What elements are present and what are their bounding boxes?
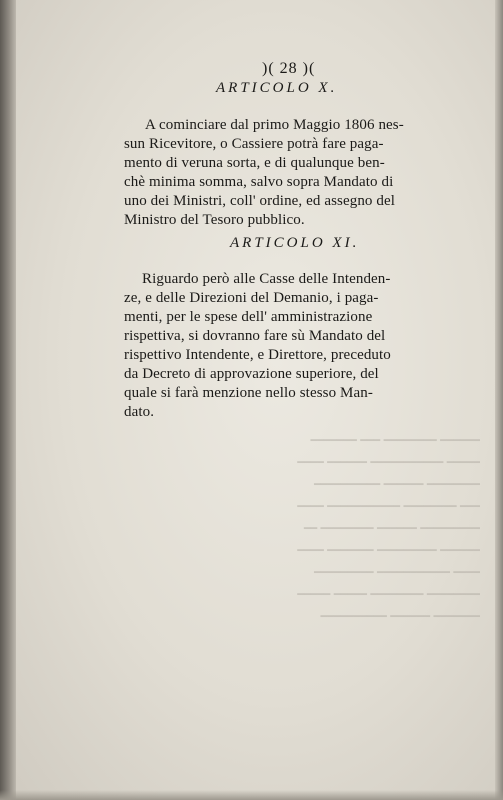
article-xi-line: rispettivo Intendente, e Direttore, preceduto bbox=[124, 347, 391, 363]
article-xi-line: da Decreto di approvazione superiore, del bbox=[124, 366, 379, 382]
article-x-line: A cominciare dal primo Maggio 1806 nes- bbox=[145, 117, 404, 133]
article-x-line: chè minima somma, salvo sopra Mandato di bbox=[124, 174, 394, 190]
reverse-side-bleed-through: ━━━━━━ ━━━━━━━━ ━━━ ━━━━━━━ ━━━━━ ━━━━━━━━━━━ ━━━━━━ ━━━━ ━━━━━━━━ ━━━━━━ ━━━━━━━━━━ ━━━ ━━━━━━━━ ━━━━━━━━━━━ ━━━━ ━━━━━━━━━ ━━━━━━ ━━━━━━━━ ━━ ━━━━━━ ━━━━━━━━━ ━━━━━━━ ━━━━ ━━━━ ━━━━━━━━━━━ ━━━━━━━━━ ━━━━━━━━ ━━━━━━━━ ━━━━━ ━━━━━ ━━━━━━━ ━━━━━━ ━━━━━━━━━━ bbox=[297, 434, 480, 623]
page-number: )( 28 )( bbox=[262, 60, 316, 77]
article-x-line: uno dei Ministri, coll' ordine, ed assegno del bbox=[124, 193, 396, 209]
article-xi-line: rispettiva, si dovranno fare sù Mandato del bbox=[124, 328, 386, 344]
article-xi-line: dato. bbox=[124, 404, 155, 420]
article-xi-line: ze, e delle Direzioni del Demanio, i paga- bbox=[124, 290, 379, 306]
article-x-line: sun Ricevitore, o Cassiere potrà fare paga- bbox=[124, 136, 384, 152]
article-x-heading: ARTICOLO X. bbox=[216, 80, 338, 96]
article-xi-heading: ARTICOLO XI. bbox=[230, 235, 360, 251]
article-xi-line: Riguardo però alle Casse delle Intenden- bbox=[142, 271, 391, 287]
article-x-line: Ministro del Tesoro pubblico. bbox=[124, 212, 305, 228]
article-xi-line: quale si farà menzione nello stesso Man- bbox=[124, 385, 373, 401]
article-x-line: mento di veruna sorta, e di qualunque ben- bbox=[124, 155, 385, 171]
article-xi-line: menti, per le spese dell' amministrazione bbox=[124, 309, 373, 325]
